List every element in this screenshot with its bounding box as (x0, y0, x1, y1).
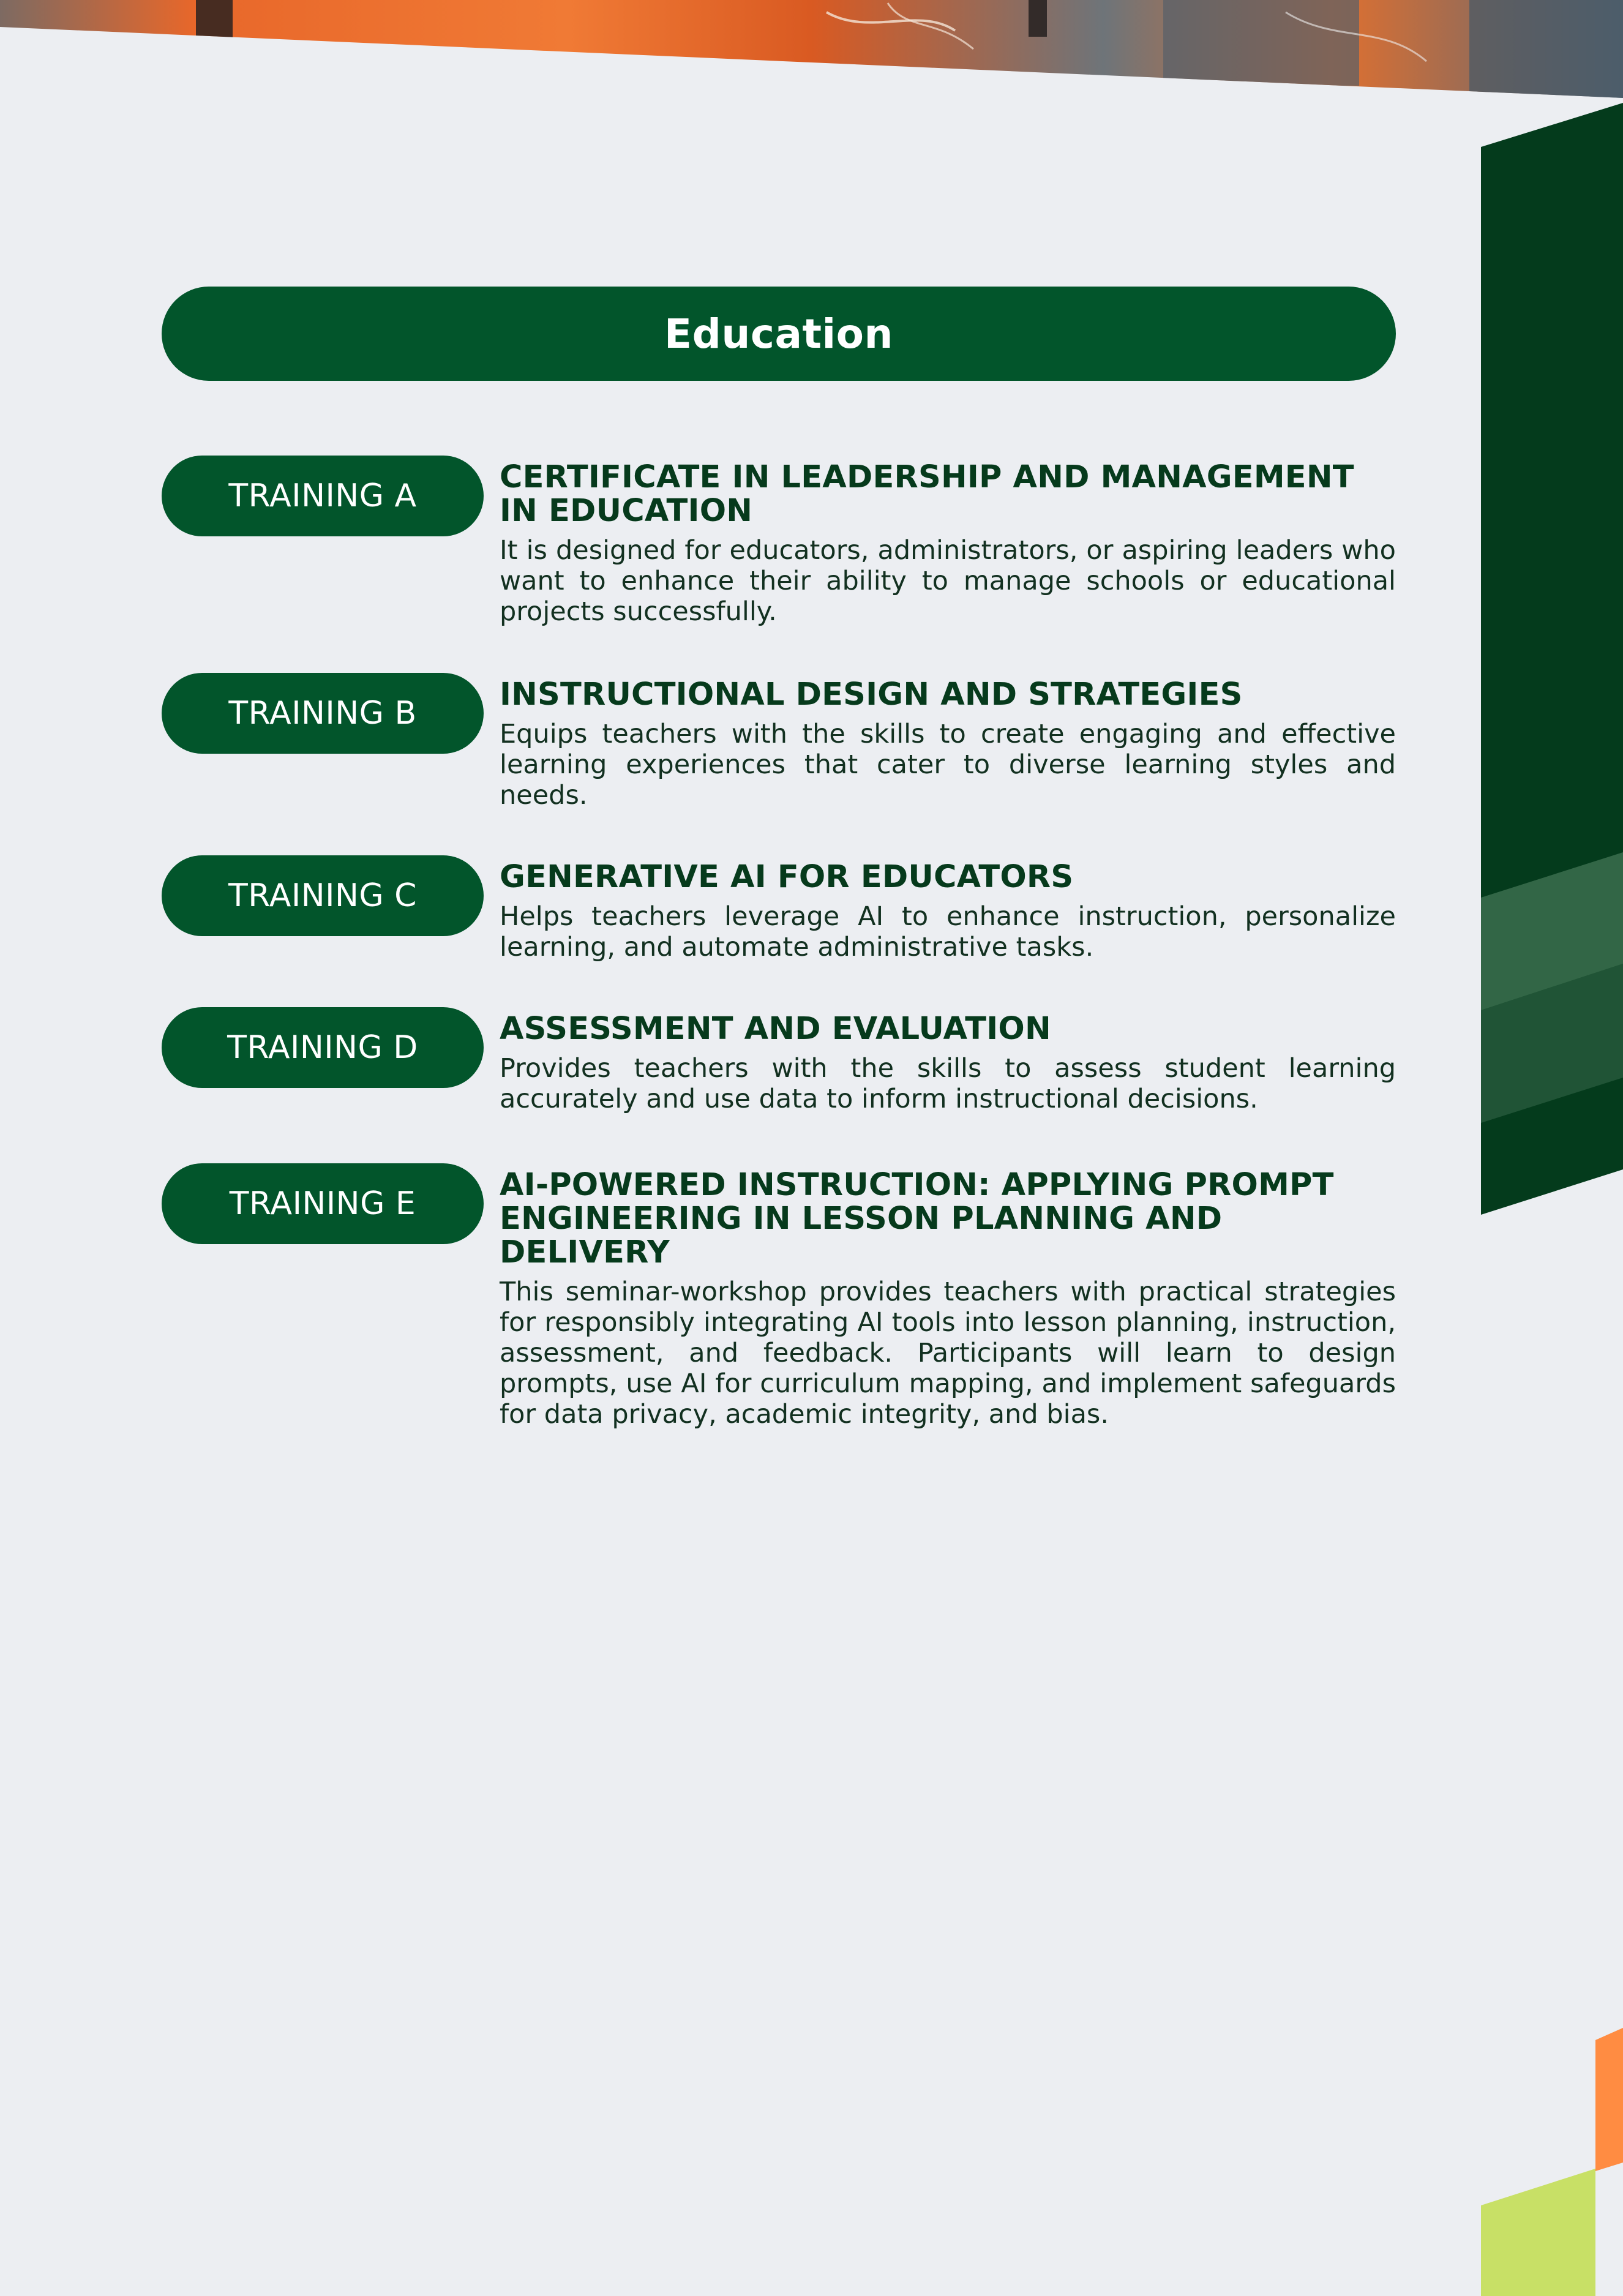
training-content (500, 860, 1396, 962)
training-badge (162, 855, 484, 936)
training-badge (162, 673, 484, 754)
training-description: Provides teachers with the skills to assess student learning accurately and use data to inform instructional decisions. (500, 1053, 1396, 1114)
training-content (500, 1168, 1396, 1430)
training-description: Helps teachers leverage AI to enhance instruction, personalize learning, and automate administrative tasks. (500, 901, 1396, 962)
training-badge (162, 1163, 484, 1244)
training-label: TRAINING B (228, 695, 417, 732)
training-content (500, 678, 1396, 811)
training-content (500, 460, 1396, 627)
training-badge (162, 456, 484, 536)
training-title: GENERATIVE AI FOR EDUCATORS (500, 859, 1074, 895)
training-title: INSTRUCTIONAL DESIGN AND STRATEGIES (500, 677, 1243, 713)
training-content (500, 1012, 1396, 1114)
training-label: TRAINING C (228, 877, 417, 914)
training-description: It is designed for educators, administrators, or aspiring leaders who want to enhance their ability to manage schools or educational projects successfully. (500, 535, 1396, 627)
training-title: ASSESSMENT AND EVALUATION (500, 1011, 1051, 1047)
training-title: AI-POWERED INSTRUCTION: APPLYING PROMPT ENGINEERING IN LESSON PLANNING AND DELIVERY (500, 1167, 1334, 1270)
training-label: TRAINING D (227, 1029, 418, 1066)
training-badge (162, 1007, 484, 1088)
section-header-education (162, 287, 1396, 381)
training-description: Equips teachers with the skills to create engaging and effective learning experiences that cater to diverse learning styles and needs. (500, 719, 1396, 811)
training-description: This seminar-workshop provides teachers with practical strategies for responsibly integrating AI tools into lesson planning, instruction, assessment, and feedback. Participants will learn to design prompts, use AI for curriculum mapping, and implement safeguards for data privacy, academic integrity, and bias. (500, 1277, 1396, 1430)
training-label: TRAINING A (228, 478, 417, 514)
training-label: TRAINING E (229, 1185, 416, 1222)
section-title: Education (664, 310, 893, 358)
training-title: CERTIFICATE IN LEADERSHIP AND MANAGEMENT IN EDUCATION (500, 459, 1354, 529)
